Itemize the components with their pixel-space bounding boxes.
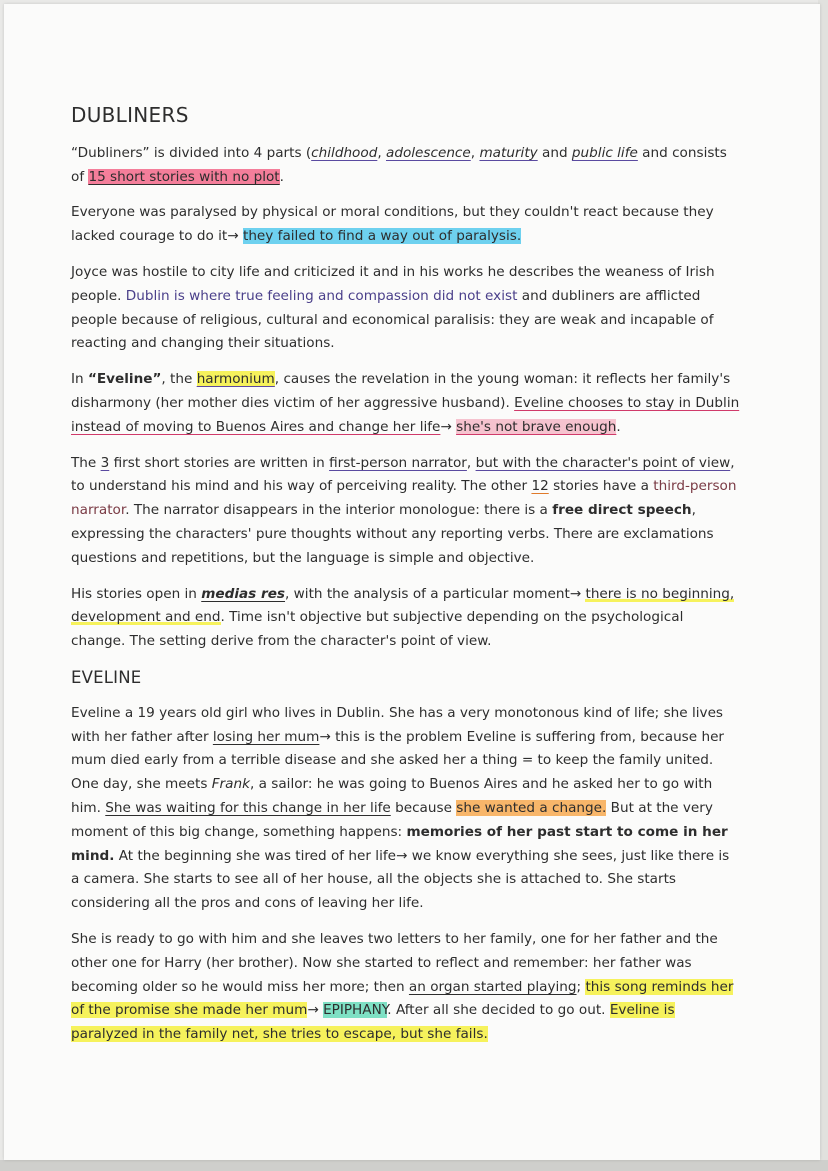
- text: . Time isn't objective but subjective depending on the psychological change. The setting derive from the character's point of view.: [71, 609, 684, 650]
- paragraph-eveline-story: [71, 702, 741, 916]
- text: At the beginning she was tired of her life→ we know everything she sees, just like there is a camera. She starts to see all of her house, all the objects she is attached to. She starts considering all the pros and cons of leaving her life.: [71, 847, 730, 912]
- paragraph-joyce: [71, 261, 741, 356]
- highlight-stories: 15 short stories with no plot: [88, 168, 280, 185]
- bold-memories: memories of her past start to come in her mind.: [71, 823, 728, 864]
- text: , with the analysis of a particular moment→: [285, 585, 586, 602]
- page-shadow: [0, 1160, 828, 1171]
- text: and dubliners are afflicted people because of religious, cultural and economical paralisis: they are weak and incapable of reacting and changing their situations.: [71, 287, 714, 352]
- term-childhood: childhood: [311, 144, 378, 161]
- text: ,: [470, 144, 480, 161]
- text: “Dubliners” is divided into 4 parts (: [71, 144, 312, 161]
- paragraph-medias-res: [71, 583, 741, 654]
- highlight-song: this song reminds her of the promise she made her mum: [71, 978, 734, 1019]
- paragraph-paralysis: [71, 201, 741, 249]
- text: . After all she decided to go out.: [387, 1002, 610, 1019]
- story-title: “Eveline”: [87, 371, 162, 388]
- text: , a sailor: he was going to Buenos Aires and he asked her to go with him.: [71, 776, 713, 816]
- text: and: [537, 144, 572, 161]
- document-body: [71, 104, 741, 1059]
- text: ;: [576, 978, 586, 995]
- text: Eveline a 19 years old girl who lives in Dublin. She has a very monotonous kind of life; she lives with her father after: [71, 704, 724, 745]
- highlight-structure: there is no beginning, development and end: [71, 585, 735, 626]
- term-point-of-view: but with the character's point of view: [475, 454, 731, 471]
- highlight-paralyzed: Eveline is paralyzed in the family net, she tries to escape, but she fails.: [71, 1002, 675, 1043]
- term-medias-res: medias res: [201, 585, 286, 602]
- underline-organ: an organ started playing: [408, 978, 577, 995]
- text: , expressing the characters' pure thoughts without any reporting verbs. There are exclamations questions and repetitions, but the language is simple and objective.: [71, 502, 714, 566]
- paragraph-epiphany: [71, 928, 741, 1047]
- text: → this is the problem Eveline is suffering from, because her mum died early from a terrible disease and she asked her a thing = to keep the family united. One day, she meets: [71, 728, 725, 793]
- text: Joyce was hostile to city life and criticized it and in his works he describes the weaness of Irish people.: [71, 263, 715, 304]
- text: In: [71, 371, 88, 388]
- text: The: [71, 454, 101, 471]
- text: , the: [161, 371, 197, 388]
- paragraph-narrator: [71, 452, 741, 571]
- text: But at the very moment of this big change, something happens:: [71, 799, 713, 840]
- term-adolescence: adolescence: [385, 144, 471, 161]
- number-twelve: 12: [531, 478, 549, 495]
- number-three: 3: [100, 454, 110, 471]
- text: →: [440, 418, 457, 435]
- underline-choice: Eveline chooses to stay in Dublin instead of moving to Buenos Aires and change her life: [71, 394, 740, 435]
- term-third-person: third-person narrator: [71, 478, 737, 519]
- term-maturity: maturity: [479, 144, 538, 161]
- text: . The narrator disappears in the interior monologue: there is a: [125, 502, 553, 519]
- underline-waiting: She was waiting for this change in her life: [105, 799, 391, 816]
- term-first-person: first-person narrator: [329, 454, 467, 471]
- text: , to understand his mind and his way of perceiving reality. The other: [71, 454, 735, 495]
- text: .: [616, 418, 621, 435]
- highlight-paralysis: they failed to find a way out of paralysis.: [242, 228, 522, 245]
- paragraph-structure: [71, 142, 741, 190]
- text: ,: [466, 454, 476, 471]
- text: , causes the revelation in the young woman: it reflects her family's disharmony (her mother dies victim of her aggressive husband).: [71, 371, 731, 411]
- text: She is ready to go with him and she leaves two letters to her family, one for her father and the other one for Harry (her brother). Now she started to reflect and remember: her father was becoming older so he would miss her more; then: [71, 930, 718, 995]
- highlight-epiphany: EPIPHANY: [323, 1002, 388, 1019]
- term-public-life: public life: [571, 144, 638, 161]
- paragraph-eveline-summary: [71, 368, 741, 439]
- underline-losing-mum: losing her mum: [212, 728, 320, 745]
- text: stories have a: [548, 478, 654, 495]
- highlight-not-brave: she's not brave enough: [456, 418, 617, 435]
- text: His stories open in: [71, 585, 202, 602]
- text: first short stories are written in: [109, 454, 330, 471]
- highlight-wanted-change: she wanted a change.: [456, 799, 607, 816]
- highlight-dublin: Dublin is where true feeling and compassion did not exist: [125, 287, 518, 304]
- text: →: [307, 1002, 324, 1019]
- text: and consists of: [71, 144, 727, 185]
- text: ,: [377, 144, 386, 161]
- text: .: [279, 168, 284, 185]
- term-free-direct-speech: free direct speech: [552, 502, 692, 519]
- document-title: DUBLINERS: [71, 103, 189, 127]
- text: because: [390, 799, 457, 816]
- highlight-harmonium: harmonium: [196, 371, 275, 388]
- name-frank: Frank: [211, 776, 250, 793]
- section-heading-eveline: EVELINE: [71, 667, 142, 687]
- text: Everyone was paralysed by physical or moral conditions, but they couldn't react because they lacked courage to do it→: [71, 204, 714, 245]
